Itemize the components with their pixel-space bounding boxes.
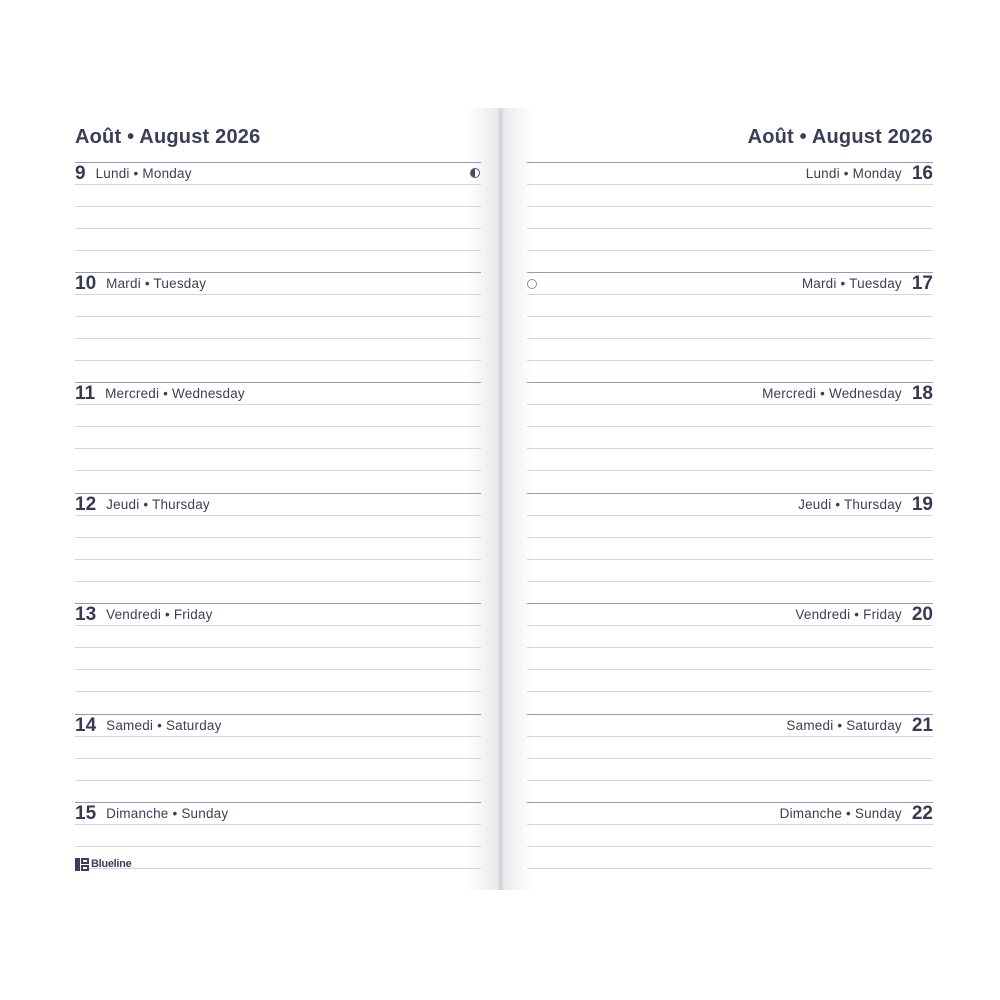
day-divider [527,272,933,273]
day-divider [527,162,933,163]
day-divider [75,714,481,715]
writing-line [75,360,481,361]
day-name: Mercredi • Wednesday [762,386,902,401]
writing-line [75,559,481,560]
writing-line [527,669,933,670]
writing-line [75,470,481,471]
writing-line [75,868,481,869]
writing-line [75,404,481,405]
writing-line [527,360,933,361]
day-name: Mardi • Tuesday [801,276,902,291]
day-number: 9 [75,163,86,184]
day-number: 17 [911,273,933,294]
day-number: 15 [75,803,97,824]
full-moon-icon [527,279,537,289]
day-name: Dimanche • Sunday [779,806,902,821]
writing-line [527,515,933,516]
writing-line [527,736,933,737]
day-header [75,804,481,824]
writing-line [527,824,933,825]
writing-line [527,184,933,185]
left-page [75,0,481,1000]
day-number: 14 [75,715,97,736]
page-title: Août • August 2026 [747,126,933,148]
day-number: 13 [75,604,97,625]
writing-line [527,647,933,648]
day-name: Jeudi • Thursday [106,497,210,512]
writing-line [75,184,481,185]
right-page [527,0,933,1000]
day-divider [527,382,933,383]
day-header [75,384,481,404]
day-number: 21 [911,715,933,736]
day-number: 12 [75,494,97,515]
day-name: Mardi • Tuesday [106,276,207,291]
day-divider [75,802,481,803]
day-header [527,495,933,515]
writing-line [75,206,481,207]
day-header [75,605,481,625]
day-number: 16 [911,163,933,184]
day-divider [527,603,933,604]
day-header [527,164,933,184]
writing-line [75,758,481,759]
day-header [527,274,933,294]
writing-line [75,647,481,648]
writing-line [75,846,481,847]
writing-line [527,206,933,207]
writing-line [527,625,933,626]
writing-line [75,316,481,317]
day-name: Dimanche • Sunday [106,806,229,821]
day-divider [75,493,481,494]
writing-line [527,338,933,339]
day-number: 18 [911,383,933,404]
writing-line [527,250,933,251]
day-header [75,274,481,294]
writing-line [527,691,933,692]
writing-line [75,625,481,626]
day-divider [75,272,481,273]
day-header [75,495,481,515]
day-number: 10 [75,273,97,294]
day-header [75,716,481,736]
day-header [75,164,481,184]
day-header [527,804,933,824]
day-number: 19 [911,494,933,515]
writing-line [527,868,933,869]
day-name: Samedi • Saturday [106,718,222,733]
writing-line [527,470,933,471]
day-header [527,716,933,736]
day-name: Mercredi • Wednesday [105,386,245,401]
day-name: Vendredi • Friday [795,607,902,622]
day-name: Lundi • Monday [805,166,902,181]
day-divider [527,714,933,715]
day-number: 11 [75,383,96,404]
writing-line [75,581,481,582]
day-divider [75,162,481,163]
writing-line [75,426,481,427]
brand-name: Blueline [91,858,132,870]
writing-line [527,846,933,847]
writing-line [527,448,933,449]
writing-line [75,250,481,251]
writing-line [75,448,481,449]
blueline-logo-icon [75,858,89,871]
day-name: Samedi • Saturday [786,718,902,733]
page-title: Août • August 2026 [75,126,261,148]
writing-line [75,338,481,339]
day-number: 22 [911,803,933,824]
day-divider [75,603,481,604]
day-name: Lundi • Monday [95,166,192,181]
writing-line [75,294,481,295]
day-divider [527,493,933,494]
writing-line [75,228,481,229]
writing-line [527,404,933,405]
day-header [527,605,933,625]
writing-line [75,736,481,737]
writing-line [75,669,481,670]
writing-line [527,780,933,781]
day-divider [75,382,481,383]
writing-line [527,537,933,538]
writing-line [527,758,933,759]
day-header [527,384,933,404]
writing-line [527,559,933,560]
day-divider [527,802,933,803]
writing-line [527,316,933,317]
writing-line [75,824,481,825]
writing-line [527,294,933,295]
writing-line [75,537,481,538]
day-name: Vendredi • Friday [106,607,213,622]
brand-logo [75,856,131,872]
day-number: 20 [911,604,933,625]
writing-line [527,426,933,427]
writing-line [527,581,933,582]
writing-line [527,228,933,229]
writing-line [75,780,481,781]
writing-line [75,515,481,516]
last-quarter-moon-icon [470,168,480,178]
writing-line [75,691,481,692]
day-name: Jeudi • Thursday [798,497,902,512]
